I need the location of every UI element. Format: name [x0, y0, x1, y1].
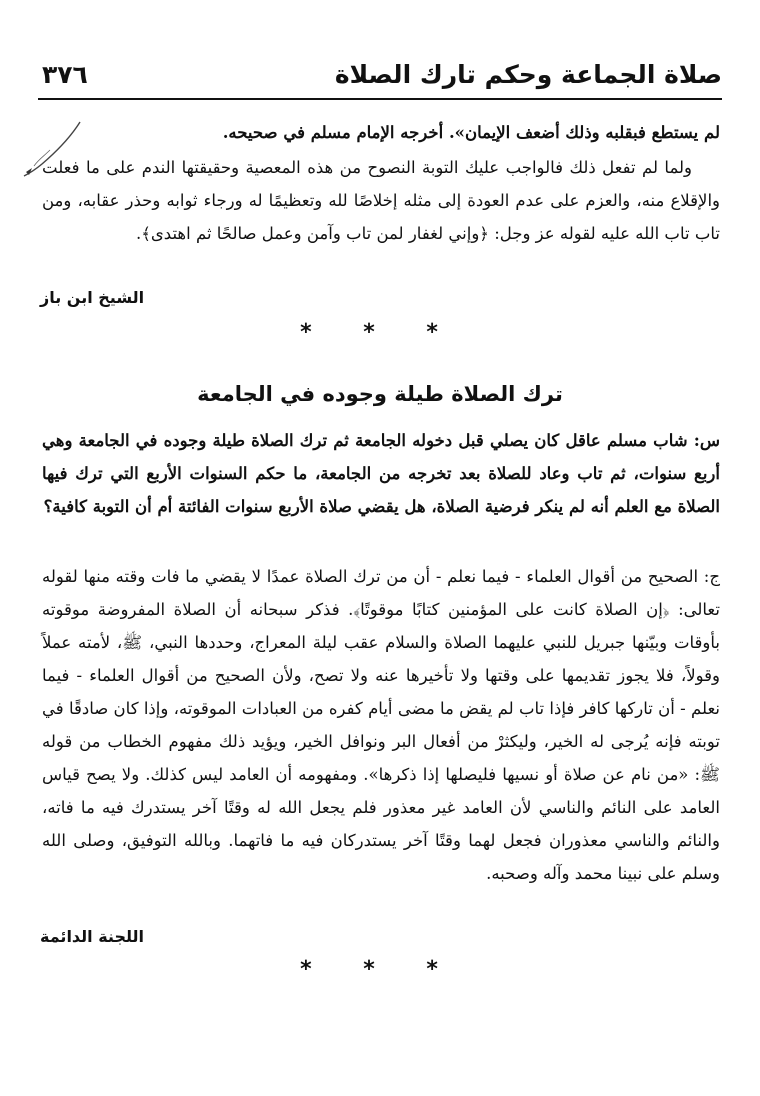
running-title: صلاة الجماعة وحكم تارك الصلاة	[334, 60, 722, 89]
question-text: س: شاب مسلم عاقل كان يصلي قبل دخوله الجامعة ثم ترك الصلاة طيلة وجوده في الجامعة وهي أربع سنوات، ثم تاب وعاد للصلاة بعد تخرجه من الجامعة، ما حكم السنوات الأربع التي ترك فيها الصلاة مع العلم أنه لم ينكر فرضية الصلاة، هل يقضي صلاة الأربع سنوات الفائتة أم أن التوبة كافية؟	[42, 431, 720, 516]
header-divider	[38, 98, 722, 100]
answer-text: ج: الصحيح من أقوال العلماء - فيما نعلم - أن من ترك الصلاة عمدًا لا يقضي ما فات وقته منها لقوله تعالى: ﴿إن الصلاة كانت على المؤمنين كتابًا موقوتًا﴾. فذكر سبحانه أن الصلاة المفروضة موقوته بأوقات وبيّنها جبريل للنبي عليهما الصلاة والسلام عقب ليلة المعراج، وحددها النبي، ﷺ، لأمته عملاً وقولاً، فلا يجوز تقديمها على وقتها ولا تأخيرها عنه ولا تصح، ولأن الصحيح من أقوال العلماء - فيما نعلم - أن تاركها كافر فإذا تاب لم يقض ما مضى أيام كفره من العبادات الموقوته، وإذا كان صادقًا في توبته فإنه يُرجى له الخير، وليكثرْ من أفعال البر ونوافل الخير، ويؤيد ذلك مفهوم الخطاب من قوله ﷺ: «من نام عن صلاة أو نسيها فليصلها إذا ذكرها». ومفهومه أن العامد ليس كذلك. ولا يصح قياس العامد على النائم والناسي لأن العامد غير معذور فلم يجعل الله له وقتًا آخر يستدرك فيه ما فاته، والنائم والناسي معذوران فجعل لهما وقتًا آخر يستدركان فيه ما فاتهما. وبالله التوفيق، وصلى الله وسلم على نبينا محمد وآله وصحبه.	[42, 567, 720, 883]
prev-fatwa-ending: لم يستطع فبقلبه وذلك أضعف الإيمان». أخرجه الإمام مسلم في صحيحه.	[222, 123, 720, 142]
fatwa-title: ترك الصلاة طيلة وجوده في الجامعة	[197, 382, 563, 406]
page-header	[36, 58, 722, 98]
page-number: ٣٧٦	[42, 60, 88, 89]
prev-fatwa-signature: الشيخ ابن باز	[40, 288, 145, 307]
prev-fatwa-body: ولما لم تفعل ذلك فالواجب عليك التوبة النصوح من هذه المعصية وحقيقتها الندم على ما فعلت والإقلاع منه، والعزم على عدم العودة إلى مثله إخلاصًا لله وتعظيمًا له ورجاء ثوابه وحذر عقابه، ومن تاب تاب الله عليه لقوله عز وجل: ﴿وإني لغفار لمن تاب وآمن وعمل صالحًا ثم اهتدى﴾.	[42, 158, 720, 243]
separator-stars-end: * * *	[300, 957, 460, 982]
fatwa-signature: اللجنة الدائمة	[40, 927, 145, 946]
separator-stars: * * *	[300, 320, 460, 345]
